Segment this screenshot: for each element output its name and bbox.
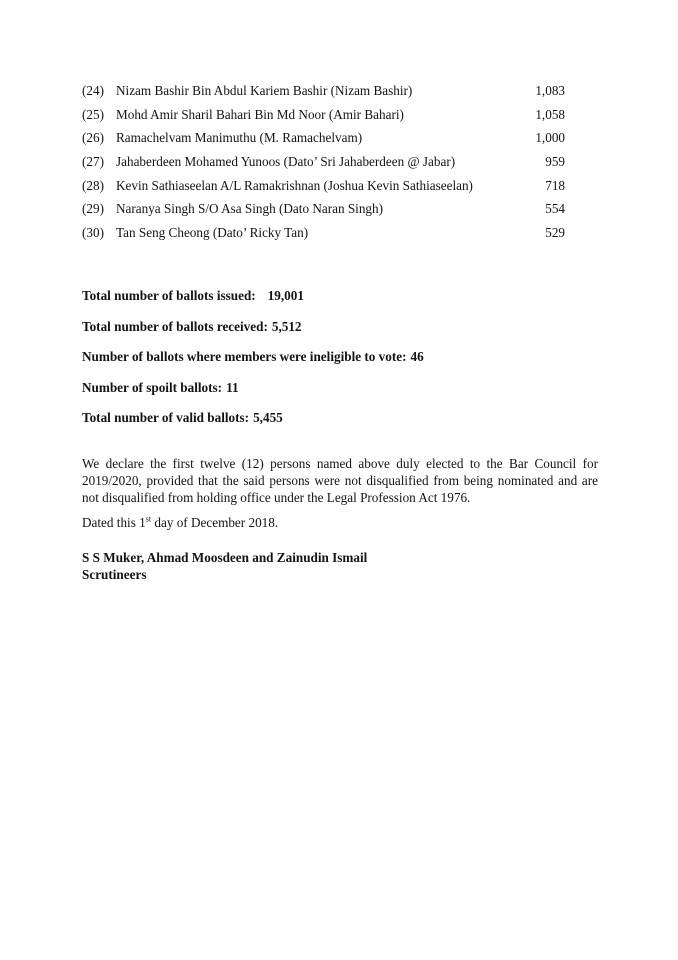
- scrutineer-role: Scrutineers: [82, 567, 147, 582]
- stat-label: Number of ballots where members were ineligible to vote:: [82, 349, 407, 364]
- date-suffix: day of December 2018.: [151, 515, 279, 530]
- vote-count: 1,083: [535, 83, 565, 98]
- ballots-issued-line: [82, 287, 602, 318]
- candidate-name: Kevin Sathiaseelan A/L Ramakrishnan (Joshua Kevin Sathiaseelan): [116, 177, 473, 193]
- vote-count: 1,000: [535, 130, 565, 146]
- candidate-name: Nizam Bashir Bin Abdul Kariem Bashir (Nizam Bashir): [116, 83, 413, 98]
- date-line: [82, 514, 278, 532]
- signature-block: [82, 549, 367, 583]
- stat-value: 5,455: [253, 410, 283, 425]
- result-row: [82, 224, 582, 248]
- stat-label: Total number of ballots received:: [82, 318, 268, 334]
- stat-value: 19,001: [267, 288, 304, 303]
- result-number: (27): [82, 154, 104, 170]
- result-row: [82, 82, 582, 106]
- result-row: [82, 177, 582, 201]
- scrutineer-names: S S Muker, Ahmad Moosdeen and Zainudin Ismail: [82, 550, 368, 565]
- candidate-name: Tan Seng Cheong (Dato’ Ricky Tan): [116, 225, 309, 241]
- ballot-statistics: [82, 287, 602, 440]
- stat-label: Number of spoilt ballots:: [82, 379, 223, 395]
- vote-count: 718: [545, 177, 565, 193]
- date-ordinal-suffix: st: [145, 514, 152, 524]
- stat-value: 11: [226, 379, 239, 395]
- vote-count: 554: [545, 201, 565, 217]
- result-number: (24): [82, 83, 104, 98]
- candidate-name: Naranya Singh S/O Asa Singh (Dato Naran Singh): [116, 201, 384, 217]
- declaration-paragraph: We declare the first twelve (12) persons named above duly elected to the Bar Council for 2019/2020, provided that the said persons were not disqualified from being nominated and are not disqualified from holding office under the Legal Profession Act 1976.: [82, 456, 598, 506]
- result-row: [82, 106, 582, 130]
- stat-value: 5,512: [271, 318, 302, 334]
- stat-value: 46: [410, 349, 424, 364]
- candidate-name: Jahaberdeen Mohamed Yunoos (Dato’ Sri Jahaberdeen @ Jabar): [116, 154, 456, 170]
- result-number: (30): [82, 225, 104, 241]
- ballots-received-line: [82, 318, 602, 349]
- candidate-name: Ramachelvam Manimuthu (M. Ramachelvam): [116, 130, 363, 146]
- result-row: [82, 200, 582, 224]
- candidate-name: Mohd Amir Sharil Bahari Bin Md Noor (Amir Bahari): [116, 106, 404, 122]
- stat-label: Total number of ballots issued:: [82, 288, 256, 303]
- spoilt-ballots-line: [82, 379, 602, 410]
- vote-count: 959: [545, 154, 565, 170]
- election-results-list: [82, 82, 582, 248]
- vote-count: 529: [545, 225, 565, 241]
- result-number: (25): [82, 106, 104, 122]
- result-row: [82, 129, 582, 153]
- stat-label: Total number of valid ballots:: [82, 410, 250, 425]
- result-number: (29): [82, 201, 104, 217]
- vote-count: 1,058: [535, 106, 565, 122]
- result-row: [82, 153, 582, 177]
- ineligible-ballots-line: [82, 348, 602, 379]
- date-prefix: Dated this 1: [82, 515, 146, 530]
- result-number: (28): [82, 177, 104, 193]
- result-number: (26): [82, 130, 104, 146]
- valid-ballots-line: [82, 409, 602, 440]
